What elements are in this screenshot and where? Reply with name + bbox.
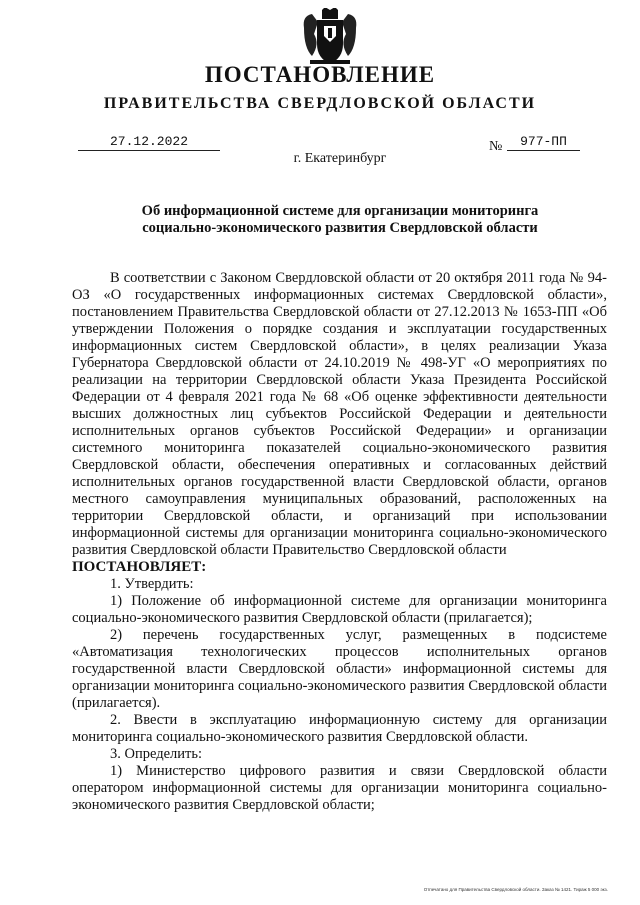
decree-heading: ПОСТАНОВЛЯЕТ: [72, 559, 207, 575]
list-item: 1) Положение об информационной системе для организации мониторинга социально-экономического развития Свердловской области (прилагается); [72, 593, 607, 626]
document-heading [100, 203, 580, 237]
heading-line: социально-экономического развития Свердловской области [142, 220, 538, 236]
list-item: 2. Ввести в эксплуатацию информационную систему для организации мониторинга социально-экономического развития Свердловской области. [72, 712, 607, 745]
list-item: 1) Министерство цифрового развития и связи Свердловской области оператором информационной системы для организации мониторинга социально-экономического развития Свердловской области; [72, 763, 607, 813]
print-footer: Отпечатано для Правительства Свердловской области. Заказ № 1421. Тираж 5 000 экз. [423, 887, 608, 892]
coat-of-arms-icon [300, 8, 360, 66]
document-type-title: ПОСТАНОВЛЕНИЕ [204, 62, 436, 87]
city-name: г. Екатеринбург [293, 151, 387, 166]
document-number: 977-ПП [507, 133, 580, 151]
issuing-authority: ПРАВИТЕЛЬСТВА СВЕРДЛОВСКОЙ ОБЛАСТИ [103, 95, 537, 112]
document-date: 27.12.2022 [78, 133, 220, 151]
heading-line: Об информационной системе для организации мониторинга [141, 203, 539, 219]
list-item: 1. Утвердить: [110, 576, 194, 592]
document-body [72, 270, 607, 814]
preamble-paragraph: В соответствии с Законом Свердловской области от 20 октября 2011 года № 94-ОЗ «О государственных информационных системах Свердловской области», постановлением Правительства Свердловской области от 27.12.2013 № 1653-ПП «Об утверждении Положения о порядке создания и эксплуатации государственных информационных систем Свердловской области», в целях реализации Указа Губернатора Свердловской области от 24.10.2019 № 498-УГ «О мероприятиях по реализации на территории Свердловской области Указа Президента Российской Федерации от 4 февраля 2021 года № 68 «Об оценке эффективности деятельности высших должностных лиц субъектов Российской Федерации и деятельности исполнительных органов субъектов Российской Федерации» и организации системного мониторинга показателей социально-экономического развития Свердловской области, обеспечения оперативных и согласованных действий исполнительных органов государственной власти Свердловской области, органов местного самоуправления муниципальных образований, расположенных на территории Свердловской области, и организаций при использовании информационной системы для организации мониторинга социально-экономического развития Свердловской области Правительство Свердловской области [72, 270, 607, 558]
list-item: 2) перечень государственных услуг, размещенных в подсистеме «Автоматизация технологических процессов исполнительных органов государственной власти Свердловской области» информационной системы для организации мониторинга социально-экономического развития Свердловской области (прилагается). [72, 627, 607, 711]
list-item: 3. Определить: [110, 746, 203, 762]
number-label: № [489, 139, 503, 154]
